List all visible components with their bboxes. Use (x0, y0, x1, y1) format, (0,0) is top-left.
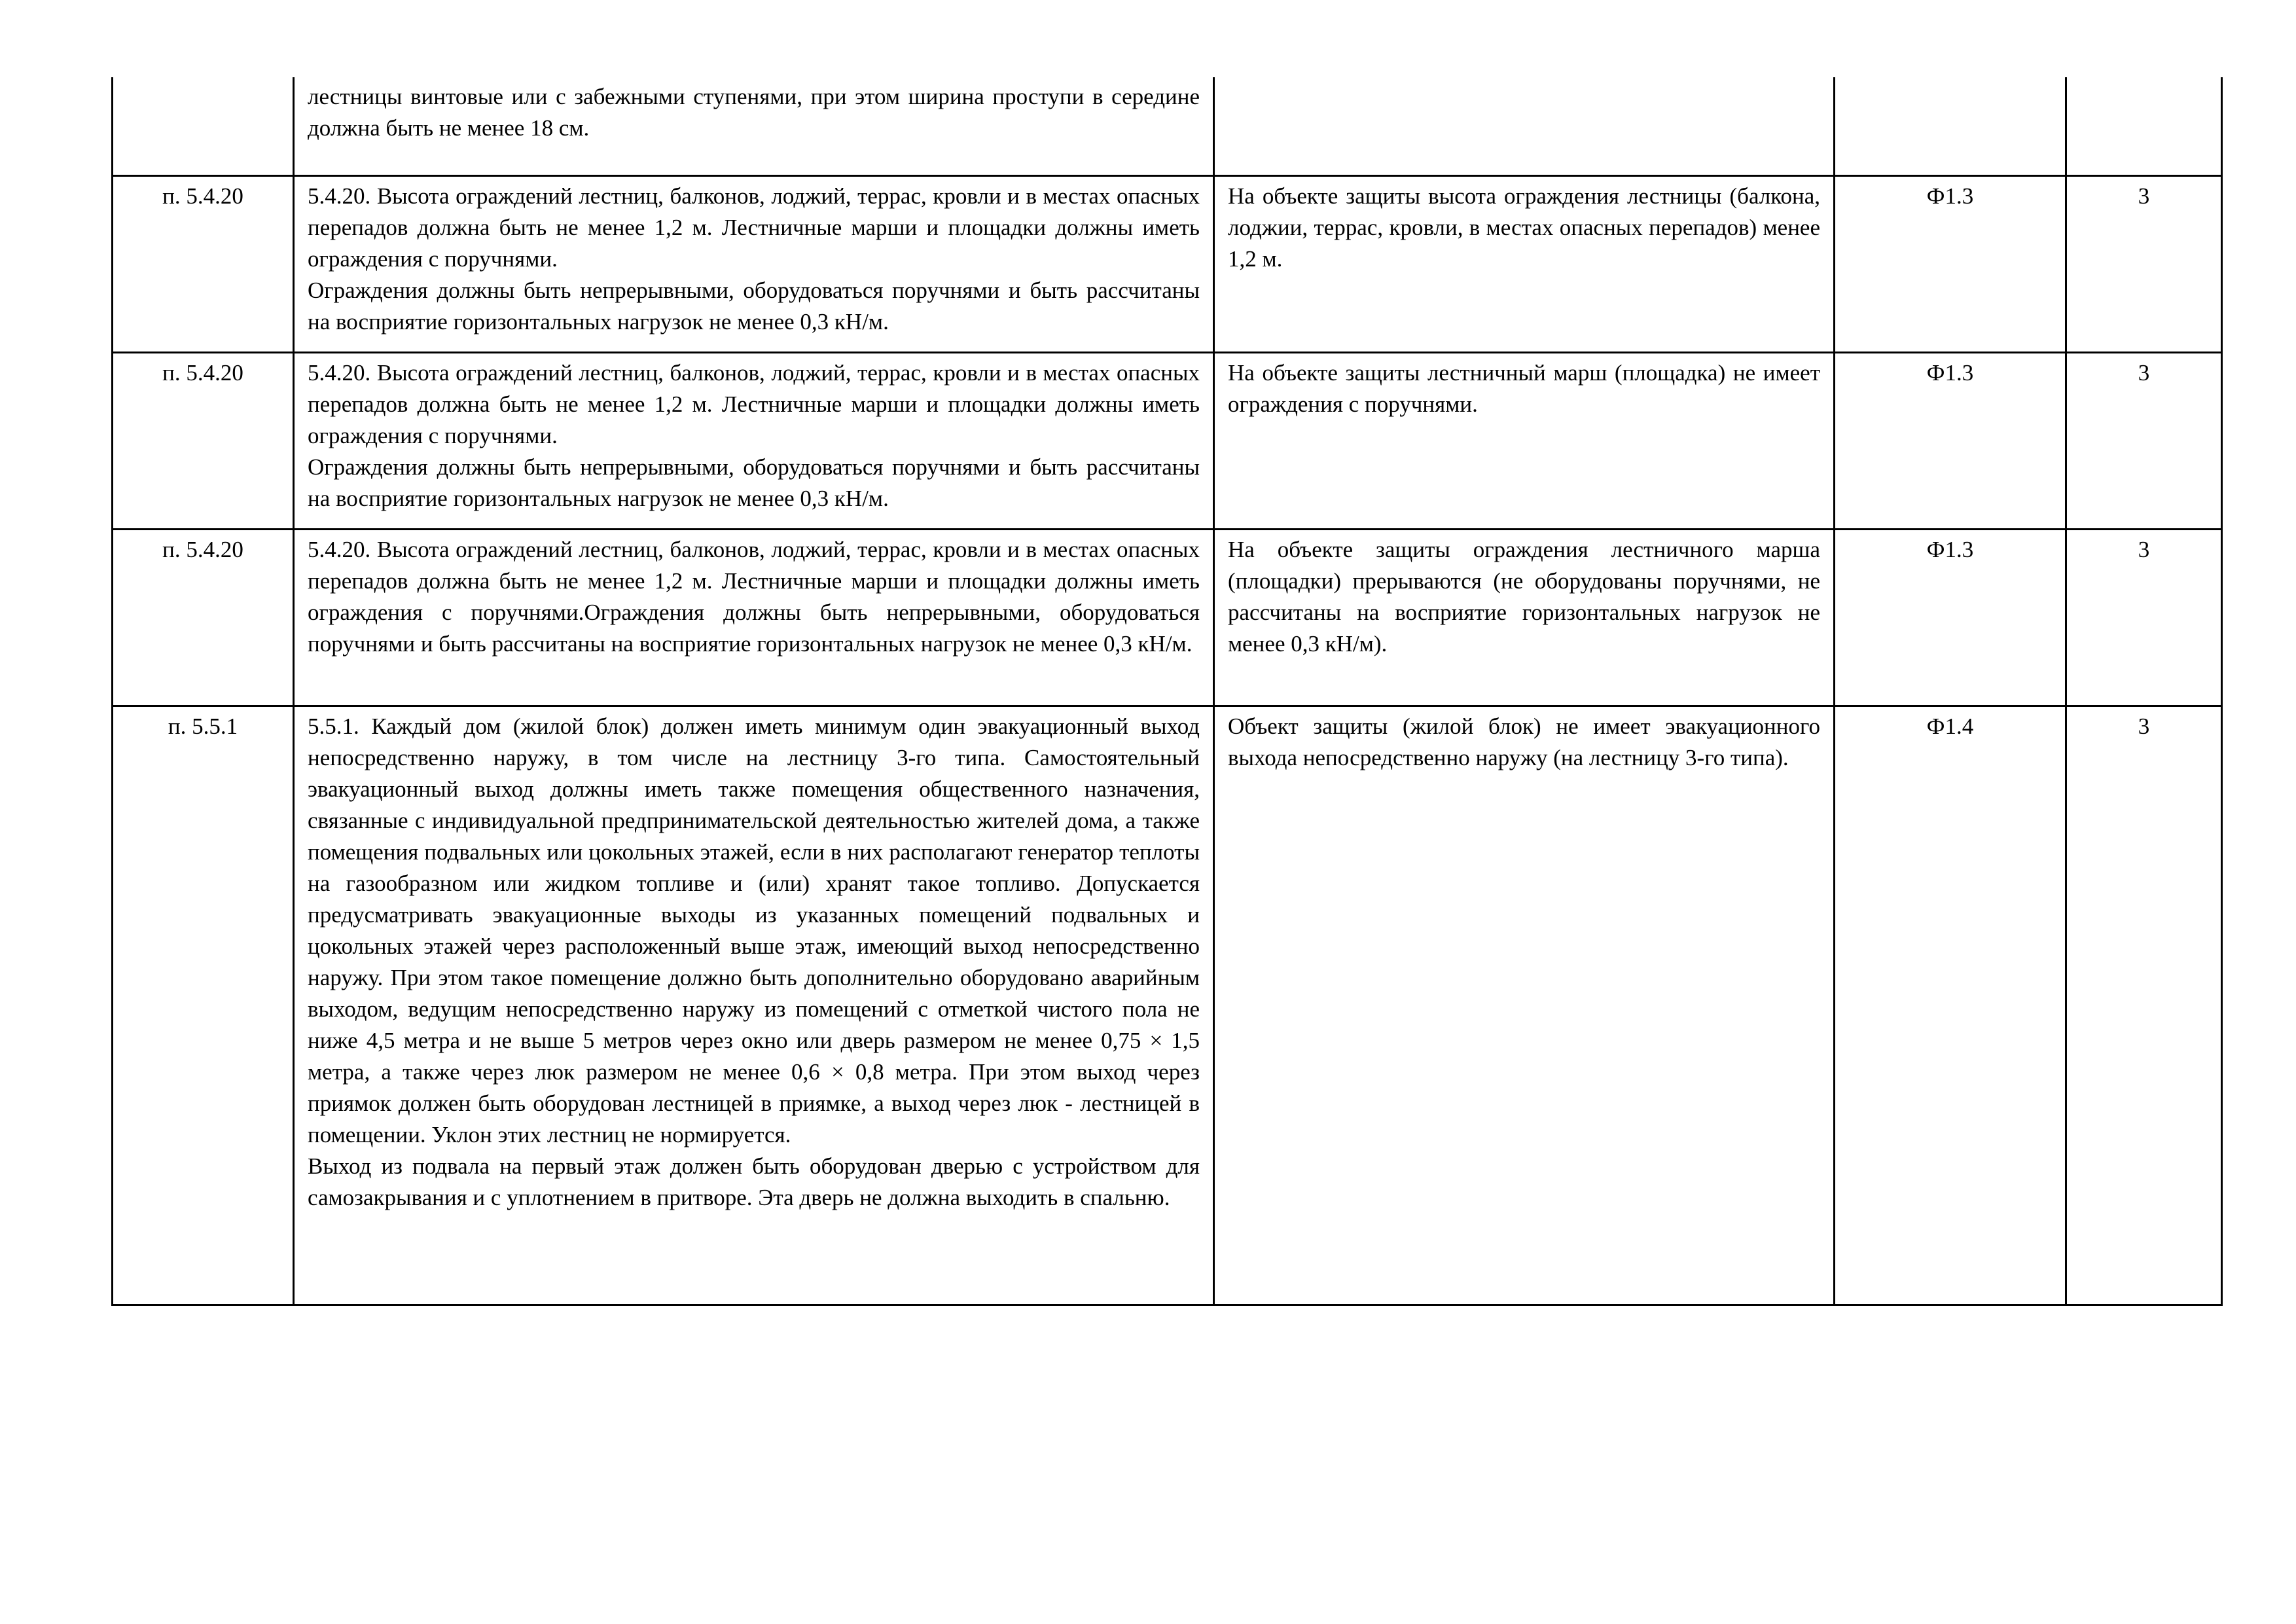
table-row (113, 706, 2222, 1305)
requirement-text-cell (294, 706, 1214, 1305)
requirement-paragraph: 5.5.1. Каждый дом (жилой блок) должен иметь минимум один эвакуационный выход непосредственно наружу, в том числе на лестницу 3-го типа. Самостоятельный эвакуационный выход должны иметь также помещения общественного назначения, связанные с индивидуальной предпринимательской деятельностью жителей дома, а также помещения подвальных или цокольных этажей, если в них располагают генератор теплоты на газообразном или жидком топливе и (или) хранят такое топливо. Допускается предусматривать эвакуационные выходы из указанных помещений подвальных и цокольных этажей через расположенный выше этаж, имеющий выход непосредственно наружу. При этом такое помещение должно быть дополнительно оборудовано аварийным выходом, ведущим непосредственно наружу из помещений с отметкой чистого пола не ниже 4,5 метра и не выше 5 метров через окно или дверь размером не менее 0,75 × 1,5 метра, а также через люк размером не менее 0,6 × 0,8 метра. При этом выход через приямок должен быть оборудован лестницей в приямке, а выход через люк - лестницей в помещении. Уклон этих лестниц не нормируется. (308, 713, 1200, 1147)
requirement-paragraph: 5.4.20. Высота ограждений лестниц, балконов, лоджий, террас, кровли и в местах опасных перепадов должна быть не менее 1,2 м. Лестничные марши и площадки должны иметь ограждения с поручнями. (308, 359, 1200, 448)
requirement-paragraph: Выход из подвала на первый этаж должен быть оборудован дверью с устройством для самозакрывания и с уплотнением в притворе. Эта дверь не должна выходить в спальню. (308, 1153, 1200, 1210)
requirement-text-cell (294, 175, 1214, 352)
class-cell: Ф1.3 (1835, 175, 2066, 352)
class-cell: Ф1.4 (1835, 706, 2066, 1305)
requirement-paragraph: 5.4.20. Высота ограждений лестниц, балконов, лоджий, террас, кровли и в местах опасных перепадов должна быть не менее 1,2 м. Лестничные марши и площадки должны иметь ограждения с поручнями. (308, 183, 1200, 272)
violation-cell (1214, 77, 1835, 175)
requirement-paragraph: лестницы винтовые или с забежными ступенями, при этом ширина проступи в середине должна быть не менее 18 см. (308, 84, 1200, 141)
table-row (113, 175, 2222, 352)
category-cell: 3 (2066, 175, 2222, 352)
requirement-text-cell (294, 352, 1214, 529)
category-cell: 3 (2066, 706, 2222, 1305)
clause-ref-cell: п. 5.4.20 (113, 175, 294, 352)
requirement-text-cell (294, 77, 1214, 175)
table-row (113, 352, 2222, 529)
class-cell: Ф1.3 (1835, 529, 2066, 706)
requirement-paragraph: Ограждения должны быть непрерывными, оборудоваться поручнями и быть рассчитаны на восприятие горизонтальных нагрузок не менее 0,3 кН/м. (308, 454, 1200, 511)
class-cell: Ф1.3 (1835, 352, 2066, 529)
clause-ref-cell: п. 5.4.20 (113, 352, 294, 529)
category-cell: 3 (2066, 529, 2222, 706)
class-cell (1835, 77, 2066, 175)
table-row (113, 529, 2222, 706)
clause-ref-cell: п. 5.4.20 (113, 529, 294, 706)
violation-cell: Объект защиты (жилой блок) не имеет эвакуационного выхода непосредственно наружу (на лестницу 3-го типа). (1214, 706, 1835, 1305)
violation-cell: На объекте защиты лестничный марш (площадка) не имеет ограждения с поручнями. (1214, 352, 1835, 529)
category-cell (2066, 77, 2222, 175)
clause-ref-cell: п. 5.5.1 (113, 706, 294, 1305)
document-page (111, 77, 2221, 1306)
category-cell: 3 (2066, 352, 2222, 529)
violation-cell: На объекте защиты высота ограждения лестницы (балкона, лоджии, террас, кровли, в местах опасных перепадов) менее 1,2 м. (1214, 175, 1835, 352)
clause-ref-cell (113, 77, 294, 175)
requirement-text-cell (294, 529, 1214, 706)
violation-cell: На объекте защиты ограждения лестничного марша (площадки) прерываются (не оборудованы поручнями, не рассчитаны на восприятие горизонтальных нагрузок не менее 0,3 кН/м). (1214, 529, 1835, 706)
requirement-paragraph: Ограждения должны быть непрерывными, оборудоваться поручнями и быть рассчитаны на восприятие горизонтальных нагрузок не менее 0,3 кН/м. (308, 277, 1200, 334)
requirement-paragraph: 5.4.20. Высота ограждений лестниц, балконов, лоджий, террас, кровли и в местах опасных перепадов должна быть не менее 1,2 м. Лестничные марши и площадки должны иметь ограждения с поручнями.Ограждения должны быть непрерывными, оборудоваться поручнями и быть рассчитаны на восприятие горизонтальных нагрузок не менее 0,3 кН/м. (308, 536, 1200, 657)
requirements-table (111, 77, 2223, 1306)
table-row (113, 77, 2222, 175)
